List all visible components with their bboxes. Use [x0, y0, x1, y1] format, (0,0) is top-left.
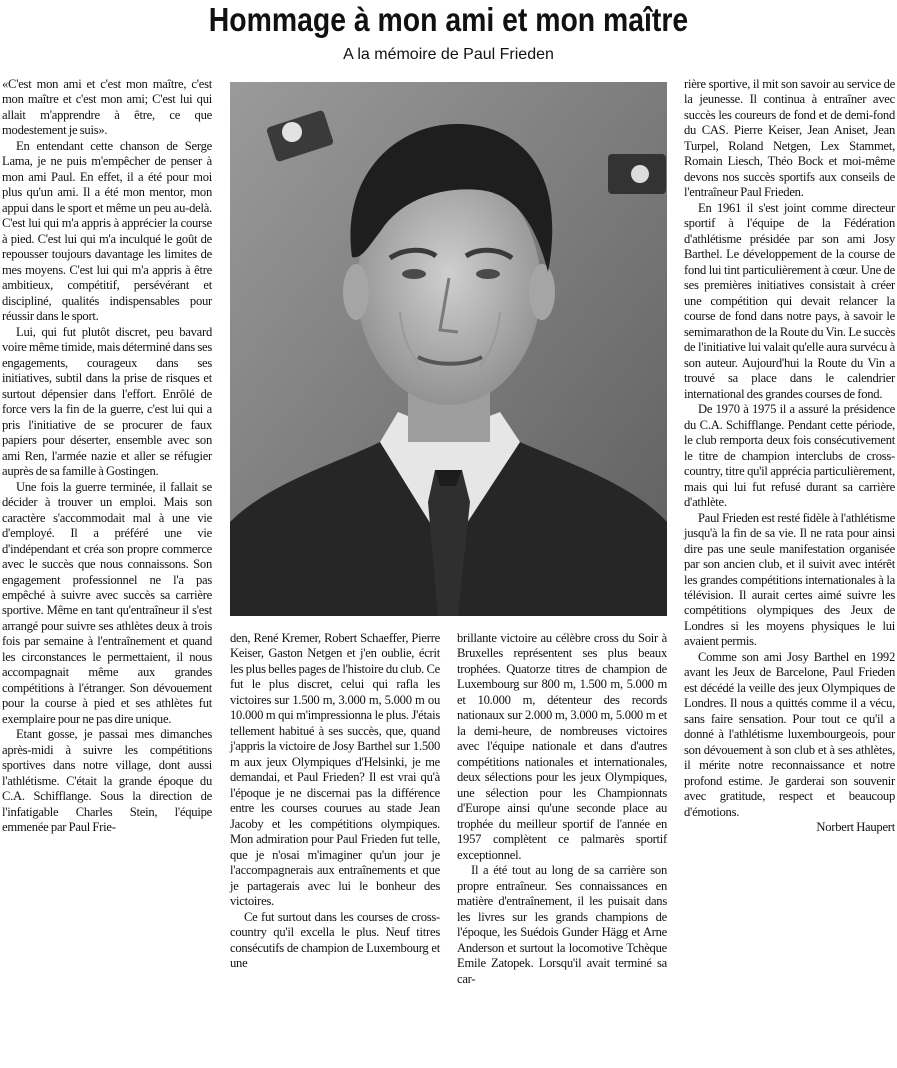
byline: Norbert Haupert — [816, 820, 895, 835]
portrait-photo — [230, 82, 667, 616]
paragraph: Comme son ami Josy Barthel en 1992 avant les Jeux de Barcelone, Paul Frieden est décédé la veille des jeux Olympiques de Londres. Il nous a quittés comme il a vécu, sans faire sensation. Pour tout ce qu'il a donné à l'athlétisme luxembourgeois, pour son dévouement à son club et à ses athlètes, il mérite notre reconnaissance et notre profond estime. Je garderai son souvenir avec gratitude, respect et beaucoup d'émotions. — [684, 649, 895, 819]
paragraph: En entendant cette chanson de Serge Lama, je ne puis m'empêcher de penser à mon ami Paul. En effet, il a été pour moi plus qu'un ami. Il a été mon mentor, mon appui dans le sport et même un peu au-delà. C'est lui qui m'a appris à apprécier la course à pied. C'est lui qui m'a inculqué le goût de repousser toujours davantage les limites de mes moyens. C'est lui qui m'a appris à être ambitieux, compétitif, persévérant et discipliné, qualités indispensables pour réussir dans le sport. — [2, 138, 212, 324]
paragraph: Paul Frieden est resté fidèle à l'athlétisme jusqu'à la fin de sa vie. Il ne rata pour ainsi dire pas une seule manifestation organisée par son ancien club, et il suivit avec intérêt les grandes compétitions internationales à la télévision. Il aurait certes aimé suivre les compétitions olympiques des Jeux de Londres si les moyens physiques le lui avaient permis. — [684, 510, 895, 649]
article-column-4 — [684, 77, 895, 1067]
paragraph: den, René Kremer, Robert Schaeffer, Pierre Keiser, Gaston Netgen et j'en oublie, écrit les plus belles pages de l'histoire du club. Ce fut le plus discret, celui qui rafla les victoires sur 1.500 m, 3.000 m, 5.000 m ou 10.000 m qui m'impressionna le plus. J'étais tellement habitué à ses succès, que, quand j'appris la victoire de Josy Barthel sur 1.500 m aux jeux Olympiques d'Helsinki, je me demandai, et Paul Frieden? Il est vrai qu'à l'époque je ne discernai pas la différence entre les courses courues au stade Jean Jacoby et les compétitions olympiques. Mon admiration pour Paul Frieden fut telle, que je n'osai m'imaginer qu'un jour je l'accompagnerais aux entraînements et que je partagerais avec lui le bonheur des victoires. — [230, 631, 440, 909]
paragraph: De 1970 à 1975 il a assuré la présidence du C.A. Schifflange. Pendant cette période, le club remporta deux fois consécutivement le titre de champion interclubs de cross-country, titre qu'il apprécia particulièrement, mais qui lui fut refusé durant sa carrière d'athlète. — [684, 402, 895, 510]
paragraph: Etant gosse, je passai mes dimanches après-midi à suivre les compétitions sportives dans notre village, dont aussi l'athlétisme. C'était la grande époque du C.A. Schifflange. Sous la direction de l'infatigable Charles Stein, l'équipe emmenée par Paul Frie- — [2, 727, 212, 835]
subheadline: A la mémoire de Paul Frieden — [343, 46, 554, 63]
portrait-illustration — [230, 82, 667, 616]
paragraph: Une fois la guerre terminée, il fallait se décider à trouver un emploi. Mais son caractère s'accommodait mal à une vie d'employé. Il a préféré une vie d'indépendant et créa son propre commerce avec le succès que nous connaissons. Son engagement professionnel ne l'a pas empêché à suivre avec succès sa carrière sportive. Même en tant qu'entraîneur il s'est arrangé pour suivre ses athlètes deux à trois fois par semaine à l'entraînement et quand les circonstances le permettaient, il nous accompagnait même aux grandes compétitions à l'étranger. Son dévouement pour la course à pied et ses athlètes fut exemplaire pour ne pas dire unique. — [2, 479, 212, 726]
article-column-2 — [230, 631, 440, 1067]
headline: Hommage à mon ami et mon maître — [208, 1, 689, 38]
paragraph: rière sportive, il mit son savoir au service de la jeunesse. Il continua à entraîner avec succès les coureurs de fond et de demi-fond du CAS. Pierre Keiser, Jean Aniset, Jean Turpel, Roland Netgen, Lex Stammet, Romain Liesch, Théo Bock et moi-même devons nos succès sportifs aux conseils de l'entraîneur Paul Frieden. — [684, 77, 895, 200]
paragraph: Il a été tout au long de sa carrière son propre entraîneur. Ses connaissances en matière d'entraînement, il les puisait dans les livres sur les grands champions de l'époque, les Suédois Gunder Hägg et Arne Anderson et surtout la locomotive Tchèque Emile Zatopek. Lorsqu'il avait terminé sa car- — [457, 863, 667, 986]
paragraph: En 1961 il s'est joint comme directeur sportif à l'équipe de la Fédération d'athlétisme présidée par son ami Josy Barthel. Le développement de la course de fond lui tint particulièrement à cœur. Une de ses premières initiatives consistait à créer une compétition qui devait relancer la course de fond dans notre pays, à savoir le semimarathon de la Route du Vin. Le succès de l'initiative lui valait qu'elle aura survécu à son auteur. Aujourd'hui la Route du Vin a trouvé sa place dans le calendrier international des grandes courses de fond. — [684, 200, 895, 401]
article-column-3 — [457, 631, 667, 1067]
paragraph: Ce fut surtout dans les courses de cross-country qu'il excella le plus. Neuf titres consécutifs de champion de Luxembourg et une — [230, 909, 440, 971]
paragraph: «C'est mon ami et c'est mon maître, c'est mon maître et c'est mon ami; C'est lui qui allait m'apprendre à être, ce que modestement je suis». — [2, 77, 212, 138]
paragraph: brillante victoire au célèbre cross du Soir à Bruxelles représentent ses plus beaux trophées. Quatorze titres de champion de Luxembourg sur 800 m, 1.500 m, 5.000 m et 10.000 m, détenteur des records nationaux sur 2.000 m, 3.000 m, 5.000 m et la demi-heure, de nombreuses victoires avec l'équipe nationale et dans d'autres compétitions nationales et internationales, deux sélections pour les jeux Olympiques, une sélection pour les Championnats d'Europe ainsi qu'une seconde place au trophée du meilleur sportif de l'année en 1957 complètent ce palmarès sportif exceptionnel. — [457, 631, 667, 862]
paragraph: Lui, qui fut plutôt discret, peu bavard voire même timide, mais déterminé dans ses engagements, courageux dans ses initiatives, subtil dans la prise de risques et surtout dépensier dans l'effort. Enrôlé de force vers la fin de la guerre, c'est lui qui a pris l'initiative de se procurer de faux papiers pour déserter, ensemble avec son ami Ren, l'armée nazie et aller se réfugier auprès de sa famille à Gostingen. — [2, 324, 212, 479]
article-column-1 — [2, 77, 212, 1067]
